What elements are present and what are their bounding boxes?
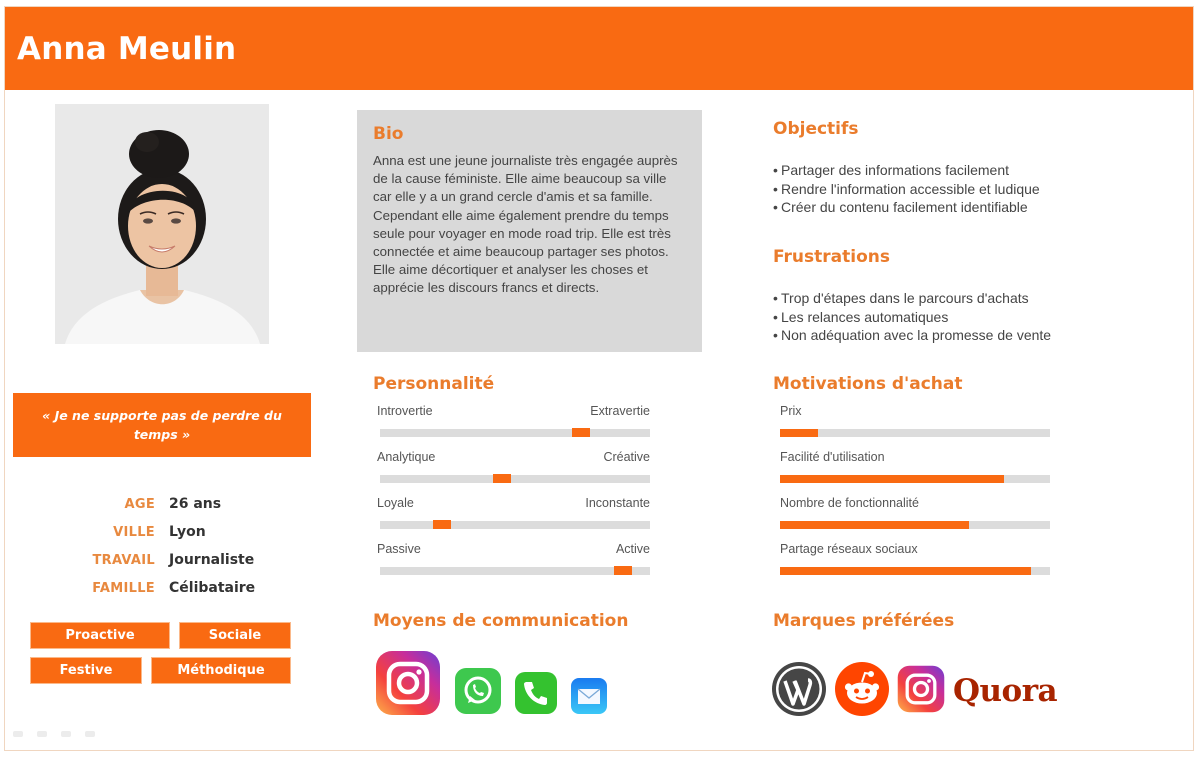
fact-row-age	[45, 490, 305, 518]
objectifs-title: Objectifs	[773, 119, 859, 139]
bar-partage	[777, 542, 1057, 588]
slider-right-label: Inconstante	[585, 496, 650, 510]
personnalite-sliders	[375, 404, 650, 588]
list-item: • Rendre l'information accessible et ludique	[773, 180, 1133, 199]
tag-sociale: Sociale	[179, 622, 291, 649]
slider-introvertie-extravertie	[375, 404, 650, 450]
bar-fill	[780, 475, 1004, 483]
prev-slide-icon[interactable]	[13, 731, 23, 737]
bar-fonctionnalite	[777, 496, 1057, 542]
marques-title	[773, 611, 954, 631]
instagram-icon	[375, 650, 441, 721]
bar-track	[780, 567, 1050, 575]
zoom-icon[interactable]	[85, 731, 95, 737]
list-item: • Partager des informations facilement	[773, 161, 1133, 180]
communication-title	[373, 611, 628, 631]
mail-icon	[571, 678, 607, 719]
slider-track	[380, 429, 650, 437]
bar-label: Nombre de fonctionnalité	[780, 496, 919, 510]
fact-row-ville	[45, 518, 305, 546]
motivations-bars	[777, 404, 1057, 588]
fact-value: 26 ans	[169, 496, 222, 512]
section-title: Marques préférées	[773, 611, 955, 631]
section-title: Motivations d'achat	[773, 374, 963, 394]
section-title: Personnalité	[373, 374, 495, 394]
fact-key: TRAVAIL	[92, 552, 155, 568]
whatsapp-icon	[455, 668, 501, 719]
slider-right-label: Active	[615, 542, 650, 556]
fact-row-famille	[45, 574, 305, 602]
marques-icons	[771, 661, 1057, 722]
bar-fill	[780, 429, 818, 437]
tag-methodique: Méthodique	[151, 657, 291, 684]
bar-track	[780, 521, 1050, 529]
slider-left-label: Loyale	[377, 496, 414, 510]
slider-thumb	[493, 474, 511, 483]
pen-icon[interactable]	[37, 731, 47, 737]
reddit-icon	[835, 662, 889, 721]
frustrations-section	[773, 247, 1153, 345]
frustrations-list	[773, 289, 1153, 345]
communication-icons	[375, 650, 607, 721]
fact-key: VILLE	[113, 524, 155, 540]
wordpress-icon	[771, 661, 827, 722]
bar-label: Facilité d'utilisation	[780, 450, 885, 464]
fact-value: Lyon	[169, 524, 206, 540]
slider-right-label: Extravertie	[590, 404, 650, 418]
bar-label: Prix	[780, 404, 802, 418]
bar-track	[780, 429, 1050, 437]
slider-thumb	[572, 428, 590, 437]
persona-quote: « Je ne supporte pas de perdre du temps »	[13, 393, 311, 457]
fact-row-travail	[45, 546, 305, 574]
persona-photo	[55, 104, 269, 344]
bio-text: Anna est une jeune journaliste très engagée auprès de la cause féministe. Elle aime beaucoup sa ville car elle y a un grand cercle d'amis et sa famille. Cependant elle aime également prendre du temps seule pour voyager en mode road trip. Elle est très connectée et aime beaucoup partager ses photos. Elle aime décortiquer et analyser les choses et apprécie les discours francs et directs.	[373, 153, 678, 296]
slider-left-label: Analytique	[377, 450, 436, 464]
fact-value: Journaliste	[169, 552, 255, 568]
tag-festive: Festive	[30, 657, 142, 684]
slider-loyale-inconstante	[375, 496, 650, 542]
slider-analytique-creative	[375, 450, 650, 496]
persona-facts	[45, 490, 305, 602]
phone-icon	[515, 672, 557, 719]
slider-track	[380, 521, 650, 529]
header-bar	[5, 7, 1193, 90]
motivations-title	[773, 374, 963, 394]
slider-thumb	[433, 520, 451, 529]
bar-track	[780, 475, 1050, 483]
bar-prix	[777, 404, 1057, 450]
persona-name: Anna Meulin	[17, 31, 237, 67]
objectifs-section	[773, 119, 1133, 217]
personnalite-title	[373, 374, 494, 394]
fact-value: Célibataire	[169, 580, 256, 596]
slider-passive-active	[375, 542, 650, 588]
fact-key: AGE	[124, 496, 155, 512]
slider-right-label: Créative	[603, 450, 650, 464]
slides-icon[interactable]	[61, 731, 71, 737]
list-item: • Trop d'étapes dans le parcours d'achats	[773, 289, 1153, 308]
bar-facilite	[777, 450, 1057, 496]
quora-logo: Quora	[953, 673, 1058, 709]
bar-fill	[780, 567, 1031, 575]
instagram-icon	[897, 665, 945, 718]
slider-left-label: Passive	[377, 542, 421, 556]
bar-fill	[780, 521, 969, 529]
objectifs-list	[773, 161, 1133, 217]
slideshow-controls	[13, 731, 95, 737]
bar-label: Partage réseaux sociaux	[780, 542, 918, 556]
fact-key: FAMILLE	[92, 580, 155, 596]
slider-track	[380, 567, 650, 575]
section-title: Moyens de communication	[373, 611, 629, 631]
bio-card	[357, 110, 702, 352]
list-item: • Les relances automatiques	[773, 308, 1153, 327]
slider-left-label: Introvertie	[377, 404, 433, 418]
slider-thumb	[614, 566, 632, 575]
frustrations-title: Frustrations	[773, 247, 890, 267]
tag-proactive: Proactive	[30, 622, 170, 649]
persona-slide	[4, 6, 1194, 751]
list-item: • Non adéquation avec la promesse de vente	[773, 326, 1153, 345]
bio-title: Bio	[373, 124, 404, 144]
slider-track	[380, 475, 650, 483]
list-item: • Créer du contenu facilement identifiable	[773, 198, 1133, 217]
